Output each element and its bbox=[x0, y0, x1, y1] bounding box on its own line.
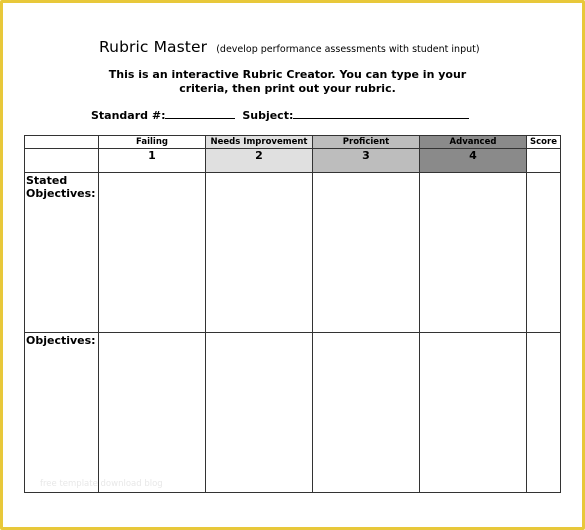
criteria-cell-proficient[interactable] bbox=[313, 333, 420, 493]
watermark-text: free template download blog bbox=[40, 479, 163, 489]
rubric-table bbox=[24, 135, 561, 493]
level-label-proficient: Proficient bbox=[313, 136, 420, 149]
corner-cell-2 bbox=[25, 149, 99, 173]
subject-label: Subject: bbox=[242, 109, 294, 122]
corner-cell bbox=[25, 136, 99, 149]
criteria-cell-proficient[interactable] bbox=[313, 173, 420, 333]
intro-text bbox=[80, 68, 495, 96]
criteria-cell-needs-improvement[interactable] bbox=[206, 333, 313, 493]
title-main: Rubric Master bbox=[99, 38, 208, 56]
criteria-cell-failing[interactable] bbox=[99, 173, 206, 333]
level-header-row bbox=[25, 136, 561, 149]
level-label-failing: Failing bbox=[99, 136, 206, 149]
level-label-advanced: Advanced bbox=[420, 136, 527, 149]
criteria-cell-advanced[interactable] bbox=[420, 333, 527, 493]
level-label-needs-improvement: Needs Improvement bbox=[206, 136, 313, 149]
score-cell[interactable] bbox=[527, 333, 561, 493]
row-label-objectives: Objectives: bbox=[25, 333, 99, 493]
criteria-cell-advanced[interactable] bbox=[420, 173, 527, 333]
page-title bbox=[99, 37, 480, 56]
criteria-cell-needs-improvement[interactable] bbox=[206, 173, 313, 333]
level-number-3: 3 bbox=[313, 149, 420, 173]
rubric-row-stated-objectives bbox=[25, 173, 561, 333]
score-cell[interactable] bbox=[527, 173, 561, 333]
level-number-row bbox=[25, 149, 561, 173]
level-number-2: 2 bbox=[206, 149, 313, 173]
standard-field[interactable] bbox=[165, 108, 235, 119]
subject-field[interactable] bbox=[293, 108, 469, 119]
score-number-cell bbox=[527, 149, 561, 173]
level-number-1: 1 bbox=[99, 149, 206, 173]
standard-label: Standard #: bbox=[91, 109, 166, 122]
rubric-row-objectives bbox=[25, 333, 561, 493]
row-label-stated-objectives: Stated Objectives: bbox=[25, 173, 99, 333]
score-header: Score bbox=[527, 136, 561, 149]
level-number-4: 4 bbox=[420, 149, 527, 173]
criteria-cell-failing[interactable] bbox=[99, 333, 206, 493]
intro-line-2: criteria, then print out your rubric. bbox=[179, 82, 396, 95]
intro-line-1: This is an interactive Rubric Creator. You can type in your bbox=[108, 68, 467, 81]
header-fields bbox=[91, 108, 469, 122]
title-subtitle: (develop performance assessments with student input) bbox=[216, 44, 480, 55]
